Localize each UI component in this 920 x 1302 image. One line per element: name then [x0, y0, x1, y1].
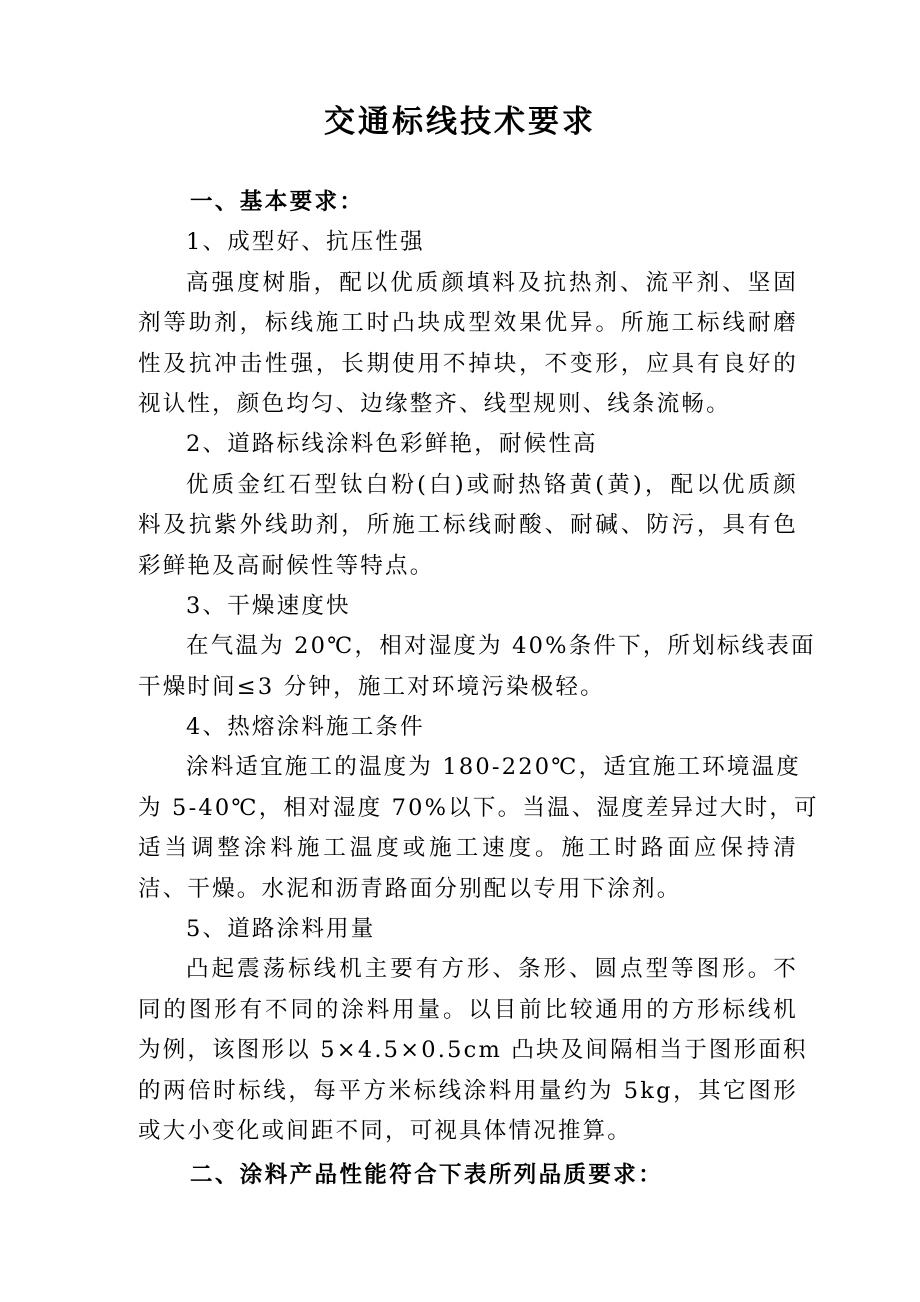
document-title: 交通标线技术要求 — [324, 104, 596, 140]
paragraph-line: 剂等助剂，标线施工时凸块成型效果优异。所施工标线耐磨 — [138, 310, 798, 337]
item-2-subheading: 2、道路标线涂料色彩鲜艳，耐候性高 — [186, 431, 598, 458]
paragraph-line: 适当调整涂料施工温度或施工速度。施工时路面应保持清 — [138, 835, 798, 862]
item-5-subheading: 5、道路涂料用量 — [186, 916, 376, 943]
document-body — [138, 182, 819, 1196]
item-3-subheading: 3、干燥速度快 — [186, 592, 351, 619]
paragraph-line: 料及抗紫外线助剂，所施工标线耐酸、耐碱、防污，具有色 — [138, 512, 798, 539]
paragraph-line: 洁、干燥。水泥和沥青路面分别配以专用下涂剂。 — [138, 875, 682, 902]
item-1-subheading: 1、成型好、抗压性强 — [186, 229, 425, 256]
paragraph-line: 干燥时间≤3 分钟，施工对环境污染极轻。 — [138, 673, 605, 700]
paragraph-line: 高强度树脂，配以优质颜填料及抗热剂、流平剂、坚固 — [186, 269, 798, 296]
paragraph-line: 在气温为 20℃，相对湿度为 40%条件下，所划标线表面 — [186, 633, 816, 660]
section-1-heading: 一、基本要求： — [190, 189, 365, 215]
paragraph-line: 优质金红石型钛白粉(白)或耐热铬黄(黄)，配以优质颜 — [186, 471, 798, 498]
section-2-heading: 二、涂料产品性能符合下表所列品质要求： — [190, 1162, 664, 1189]
paragraph-line: 彩鲜艳及高耐候性等特点。 — [138, 552, 435, 579]
paragraph-line: 或大小变化或间距不同，可视具体情况推算。 — [138, 1117, 633, 1144]
paragraph-line: 涂料适宜施工的温度为 180-220℃，适宜施工环境温度 — [186, 754, 801, 781]
paragraph-line: 为例，该图形以 5×4.5×0.5cm 凸块及间隔相当于图形面积 — [138, 1037, 808, 1064]
paragraph-line: 同的图形有不同的涂料用量。以目前比较通用的方形标线机 — [138, 996, 798, 1023]
paragraph-line: 视认性，颜色均匀、边缘整齐、线型规则、线条流畅。 — [138, 390, 731, 417]
paragraph-line: 为 5-40℃，相对湿度 70%以下。当温、湿度差异过大时，可 — [138, 794, 819, 821]
paragraph-line: 的两倍时标线，每平方米标线涂料用量约为 5kg，其它图形 — [138, 1077, 798, 1104]
paragraph-line: 性及抗冲击性强，长期使用不掉块，不变形，应具有良好的 — [138, 350, 798, 377]
paragraph-line: 凸起震荡标线机主要有方形、条形、圆点型等图形。不 — [186, 956, 798, 983]
item-4-subheading: 4、热熔涂料施工条件 — [186, 714, 425, 741]
